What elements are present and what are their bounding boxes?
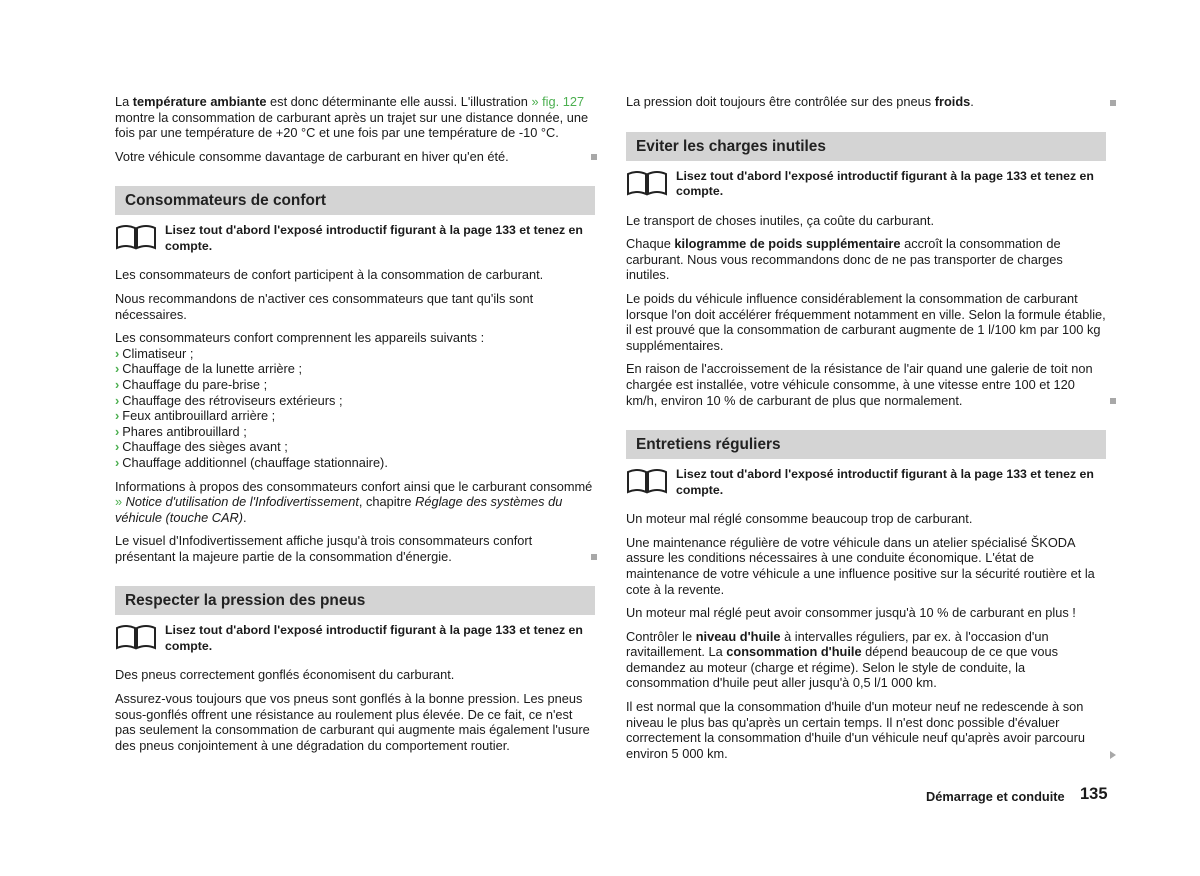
list-item: › Chauffage des rétroviseurs extérieurs ; [115, 392, 343, 408]
paragraph: Chaque kilogramme de poids supplémentaire accroît la consommation de carburant. Nous vous recommandons donc de ne pas transporter de charges inutiles. [626, 236, 1063, 283]
manual-link[interactable]: » [115, 494, 123, 510]
chevron-right-icon: › [115, 361, 120, 377]
paragraph: La température ambiante est donc déterminante elle aussi. L'illustration » fig. 127 montre la consommation de carburant après un trajet sur une distance donnée, une fois par une température de +20 °C et une fois par une température de -10 °C. [115, 94, 589, 141]
paragraph: Une maintenance régulière de votre véhicule dans un atelier spécialisé ŠKODA assure les conditions nécessaires à une conduite économique. L'état de maintenance de votre véhicule a une influence positive sur la sécurité routière et la cote à la revente. [626, 534, 1095, 597]
paragraph: Un moteur mal réglé peut avoir consommer jusqu'à 10 % de carburant en plus ! [626, 605, 1076, 621]
paragraph: Les consommateurs confort comprennent les appareils suivants : [115, 330, 485, 346]
paragraph: Il est normal que la consommation d'huile d'un moteur neuf ne redescende à son niveau le plus bas qu'après un certain temps. Il n'est donc possible d'évaluer correctement la consommation d'huile d'un véhicule neuf qu'après avoir parcouru environ 5 000 km. [626, 699, 1106, 761]
paragraph: En raison de l'accroissement de la résistance de l'air quand une galerie de toit non chargée est installée, votre véhicule consomme, à une vitesse entre 100 et 120 km/h, environ 10 % de carburant de plus que normalement. [626, 361, 1106, 408]
list-item: › Phares antibrouillard ; [115, 423, 247, 439]
section-end-marker [1110, 100, 1116, 106]
footer-section-title: Démarrage et conduite [926, 789, 1065, 804]
chevron-right-icon: › [115, 408, 120, 424]
list-item: › Chauffage du pare-brise ; [115, 376, 268, 392]
right-column [626, 94, 1106, 769]
paragraph: La pression doit toujours être contrôlée sur des pneus froids. [626, 94, 1106, 110]
left-column [115, 94, 595, 761]
book-icon [115, 224, 157, 250]
notice: Lisez tout d'abord l'exposé introductif figurant à la page 133 et tenez en compte. [115, 223, 595, 257]
paragraph: Informations à propos des consommateurs confort ainsi que le carburant consommé » Notice d'utilisation de l'Infodivertissement, chapitre Réglage des systèmes du véhicule (touche CAR). [115, 478, 593, 525]
section-heading-entretiens: Entretiens réguliers [626, 430, 1106, 459]
chevron-right-icon: › [115, 392, 120, 408]
chevron-right-icon: › [115, 423, 120, 439]
section-heading-charges: Eviter les charges inutiles [626, 132, 1106, 161]
chevron-right-icon: › [115, 345, 120, 361]
chevron-right-icon: › [115, 376, 120, 392]
section-end-marker [591, 154, 597, 160]
book-icon [115, 624, 157, 650]
section-end-marker [591, 554, 597, 560]
comfort-consumers-list [115, 346, 595, 471]
notice: Lisez tout d'abord l'exposé introductif figurant à la page 133 et tenez en compte. [626, 467, 1106, 501]
paragraph: Le poids du véhicule influence considérablement la consommation de carburant lorsque l'on doit accélérer fréquemment notamment en ville. Selon la formule établie, il est prouvé que la consommation de carburant augmente de 1 l/100 km par 100 kg supplémentaires. [626, 290, 1106, 353]
list-item: › Feux antibrouillard arrière ; [115, 408, 276, 424]
section-end-marker [1110, 398, 1116, 404]
section-heading-pression: Respecter la pression des pneus [115, 586, 595, 615]
figure-link[interactable]: » fig. 127 [531, 94, 585, 109]
notice: Lisez tout d'abord l'exposé introductif figurant à la page 133 et tenez en compte. [626, 169, 1106, 203]
paragraph: Contrôler le niveau d'huile à intervalles réguliers, par ex. à l'occasion d'un ravitaillement. La consommation d'huile dépend beaucoup de ce que vous demandez au moteur (charge et régime). Selon le style de conduite, la consommation d'huile peut aller jusqu'à 0,5 l/1 000 km. [626, 628, 1058, 691]
list-item: › Climatiseur ; [115, 345, 194, 361]
chevron-right-icon: › [115, 439, 120, 455]
section-heading-consommateurs: Consommateurs de confort [115, 186, 595, 215]
list-item: › Chauffage des sièges avant ; [115, 439, 288, 455]
paragraph: Le transport de choses inutiles, ça coûte du carburant. [626, 212, 935, 228]
continue-arrow-icon [1110, 751, 1116, 759]
book-icon [626, 170, 668, 196]
page-number: 135 [1080, 785, 1108, 803]
book-icon [626, 468, 668, 494]
paragraph: Assurez-vous toujours que vos pneus sont gonflés à la bonne pression. Les pneus sous-gonflés offrent une résistance au roulement plus élevée. De ce fait, ce n'est pas seulement la consommation de carburant qui augmente mais également l'usure des pneus conjointement à une dégradation du comportement routier. [115, 691, 590, 753]
paragraph: Nous recommandons de n'activer ces consommateurs que tant qu'ils sont nécessaires. [115, 290, 534, 322]
paragraph: Un moteur mal réglé consomme beaucoup trop de carburant. [626, 511, 973, 527]
paragraph: Des pneus correctement gonflés économisent du carburant. [115, 667, 455, 683]
paragraph: Le visuel d'Infodivertissement affiche jusqu'à trois consommateurs confort présentant la majeure partie de la consommation d'énergie. [115, 533, 595, 564]
list-item: › Chauffage de la lunette arrière ; [115, 361, 303, 377]
chevron-right-icon: › [115, 454, 120, 470]
notice: Lisez tout d'abord l'exposé introductif figurant à la page 133 et tenez en compte. [115, 623, 595, 657]
list-item: › Chauffage additionnel (chauffage stationnaire). [115, 454, 388, 470]
paragraph: Votre véhicule consomme davantage de carburant en hiver qu'en été. [115, 149, 595, 165]
paragraph: Les consommateurs de confort participent à la consommation de carburant. [115, 267, 544, 283]
